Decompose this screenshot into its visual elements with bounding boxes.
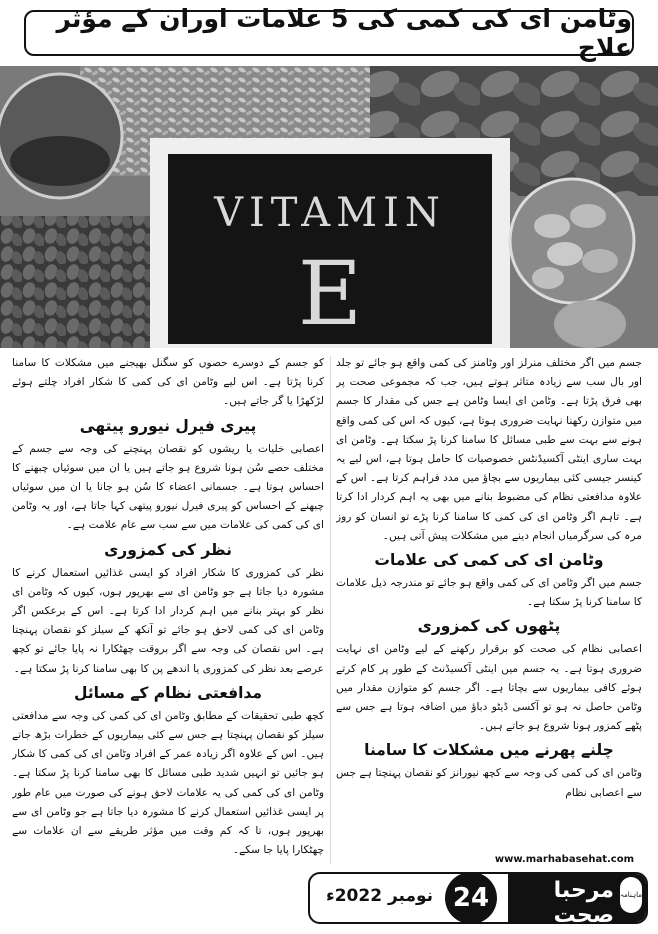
signs-intro-paragraph: جسم میں اگر وٹامن ای کی کمی واقع ہو جائے تو مندرجہ ذیل علامات کا سامنا کرنا پڑ سکتا ہے۔ <box>336 577 642 609</box>
heading-signs: وٹامن ای کی کمی کی علامات <box>374 551 604 570</box>
board-text-e: E <box>297 242 363 345</box>
magazine-name: مرحبا صحت <box>553 878 614 928</box>
egg <box>554 300 626 348</box>
immune-paragraph: کچھ طبی تحقیقات کے مطابق وٹامن ای کی کمی کی وجہ سے مدافعتی سیلز کو نقصان پہنچتا ہے جس سے کئی بیماریوں کے خطرات بڑھ جاتے ہیں۔ اس کے علاوہ اگر زیادہ عمر کے افراد وٹامن ای کی کمی کا شکار ہو جائیں تو انہیں شدید طبی مسائل کا بھی سامنا کرنا پڑ سکتا ہے۔ وٹامن ای کی کمی کی یہ علامات لاحق ہونے کی صورت میں عام طور پر ایسی غذائیں استعمال کرنے کا مشورہ دیا جاتا ہے جو وٹامن ای سے بھرپور ہوں، تا کہ کم وقت میں مؤثر طریقے سے ان علامات سے چھٹکارا پایا جا سکے۔ <box>12 709 324 857</box>
column-divider <box>330 356 331 864</box>
almonds <box>0 216 160 348</box>
neuropathy-paragraph: اعصابی خلیات یا ریشوں کو نقصان پہنچنے کی وجہ سے جسم کے مختلف حصے سُن ہونا شروع ہو جاتے ہیں یا ان میں سوئیاں چبھنے کا احساس ہوتا ہے۔ جسمانی اعضاء کا سُن ہو جانا یا ان میں سوئیاں چبھنے کے احساس کو پیری فیرل نیورو پیتھی کہا جاتا ہے، اور یہ وٹامن ای کی کمی کی علامات میں سے سب سے عام علامت ہے۔ <box>12 442 324 532</box>
article-column-right <box>336 354 642 866</box>
website-url[interactable]: www.marhabasehat.com <box>494 854 634 865</box>
heading-muscle-weakness: پٹھوں کی کمزوری <box>417 617 561 636</box>
muscle-paragraph: اعصابی نظام کی صحت کو برقرار رکھنے کے لیے وٹامن ای نہایت ضروری ہوتا ہے۔ یہ جسم میں اینٹی آکسیڈنٹ کے طور پر کام کرتے ہوئے کافی بیماریوں سے بچاتا ہے۔ اگر جسم کو متوازن مقدار میں وٹامن حاصل نہ ہو تو آکسی ڈیٹو دباؤ میں اضافہ ہوتا ہے جس سے پٹھے کمزور ہونا شروع ہو جاتے ہیں۔ <box>336 643 642 733</box>
heading-immune-system: مدافعتی نظام کے مسائل <box>74 683 262 702</box>
monthly-badge: ماہنامہ <box>620 877 642 913</box>
article-column-left <box>12 354 324 866</box>
magazine-logo <box>508 874 646 928</box>
board-text-vitamin: VITAMIN <box>214 190 446 236</box>
page-number: 24 <box>445 872 497 924</box>
heading-walking-difficulty: چلنے پھرنے میں مشکلات کا سامنا <box>364 741 614 760</box>
issue-date: نومبر 2022ء <box>326 886 434 906</box>
article-title: وٹامن ای کی کمی کی 5 علامات اوران کے مؤثر علاج <box>24 10 634 56</box>
heading-vision: نظر کی کمزوری <box>104 540 232 559</box>
walking-paragraph: وٹامن ای کی کمی کی وجہ سے کچھ نیورانز کو نقصان پہنچتا ہے جس سے اعصابی نظام <box>336 767 642 799</box>
capsule-jar <box>510 179 634 303</box>
footer-banner <box>308 854 648 928</box>
intro-paragraph: جسم میں اگر مختلف منرلز اور وٹامنز کی کمی واقع ہو جائے تو جلد اور بال سب سے زیادہ متاثر ہوتے ہیں، جب کہ مجموعی صحت پر بھی فرق پڑتا ہے۔ وٹامن ای ایسا وٹامن ہے جس کی مقدار کا جسم میں متوازن رکھنا نہایت ضروری ہوتا ہے، کیوں کہ اس کی کمی واقع ہونے سے بہت سے طبی مسائل کا سامنا کرنا پڑ سکتا ہے۔ وٹامن ای بہت ساری اینٹی آکسیڈنٹس خصوصیات کا حامل ہوتا ہے، اس لیے یہ کینسر جیسی کئی بیماریوں سے بچاؤ میں مدد فراہم کرتا ہے۔ اس کے علاوہ مدافعتی نظام کی مضبوط بنانے میں بھی یہ اہم کردار ادا کرتا ہے۔ تاہم اگر وٹامن ای کی کمی کا سامنا کرنا پڑے تو انسان کو روز مرہ کی سرگرمیاں انجام دینے میں مشکلات پیش آتی ہیں۔ <box>336 357 642 542</box>
vision-paragraph: نظر کی کمزوری کا شکار افراد کو ایسی غذائیں استعمال کرنے کا مشورہ دیا جاتا ہے جو وٹامن ای سے بھرپور ہوں، کیوں کہ وٹامن ای نظر کو بہتر بنانے میں اہم کردار ادا کرتا ہے۔ اس کے برعکس اگر وٹامن ای کی کمی لاحق ہو جائے تو آنکھ کے سیلز کو نقصان پہنچتا ہے۔ اس نقصان کی وجہ سے اگر بروقت چھٹکارا نہ پایا جائے تو کچھ عرصے بعد نظر کی کمزوری یا اندھے پن کا بھی سامنا کرنا پڑ سکتا ہے۔ <box>12 566 324 675</box>
walking-paragraph-continued: کو جسم کے دوسرے حصوں کو سگنل بھیجنے میں مشکلات کا سامنا کرنا پڑتا ہے۔ اس لیے وٹامن ای کی کمی کا شکار افراد چلتے ہوئے لڑکھڑا یا گر جاتے ہیں۔ <box>12 357 324 408</box>
vitamin-e-photo <box>0 66 658 348</box>
heading-neuropathy: پیری فیرل نیورو پیتھی <box>79 416 257 435</box>
